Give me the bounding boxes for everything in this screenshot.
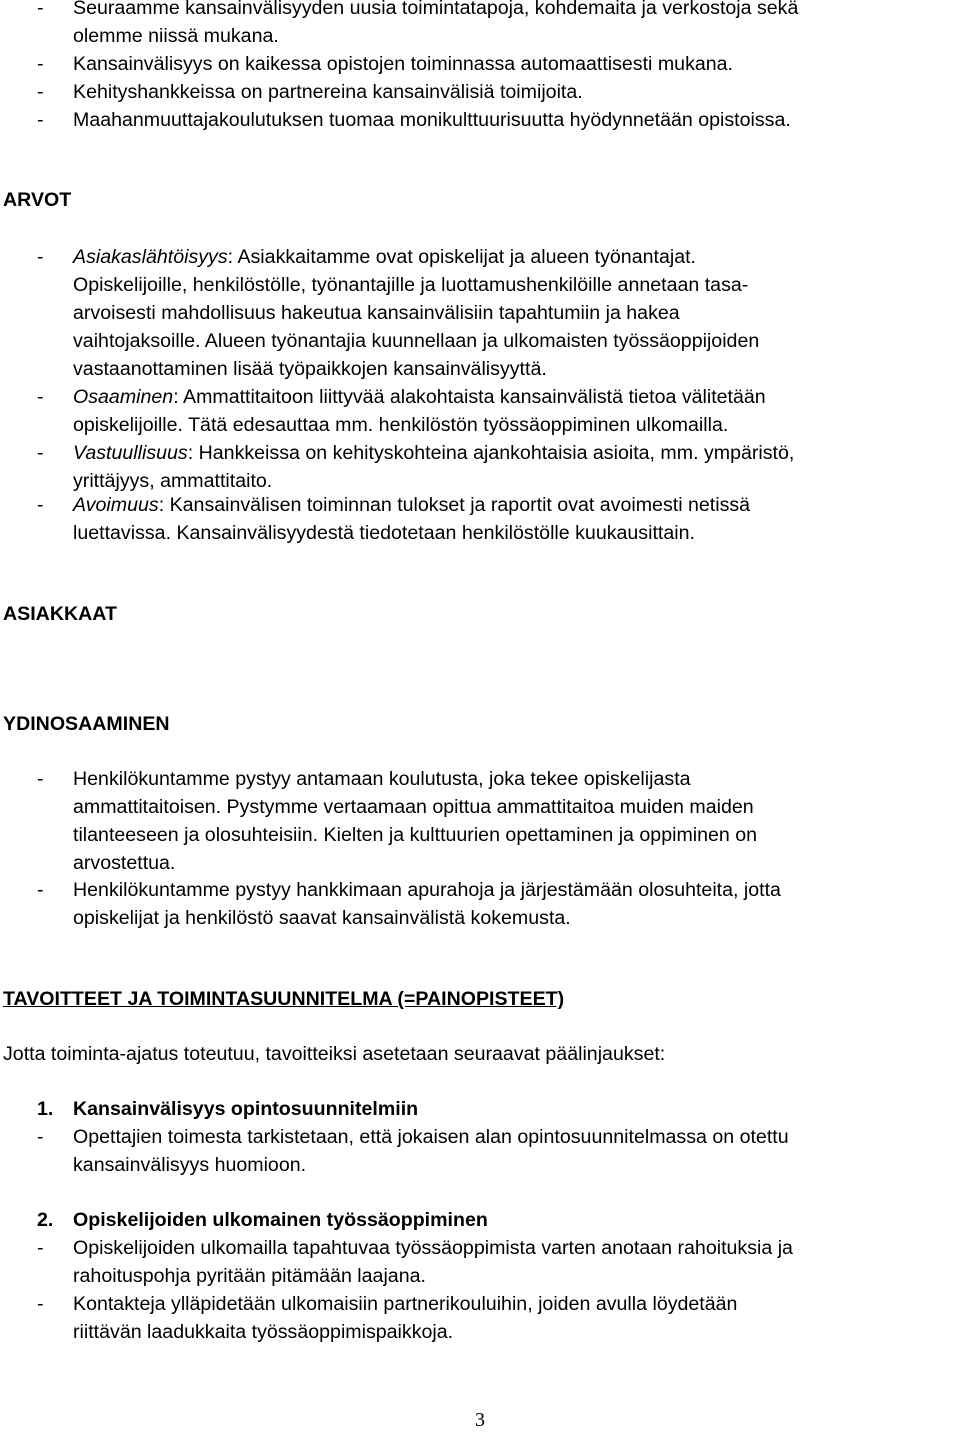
arvot-item-1-line-5: vastaanottaminen lisää työpaikkojen kansainvälisyyttä. [73,358,547,380]
bullet-dash: - [37,1293,44,1315]
ydin-item-1-line-4: arvostettua. [73,852,176,874]
section-2-item-1-line-2: rahoituspohja pyritään pitämään laajana. [73,1265,426,1287]
arvot-item-1-line-4: vaihtojaksoille. Alueen työnantajia kuunnellaan ja ulkomaisten työssäoppijoiden [73,330,760,352]
section-1-title: Kansainvälisyys opintosuunnitelmiin [73,1098,419,1120]
bullet-dash: - [37,879,44,901]
arvot-item-1-line-2: Opiskelijoille, henkilöstölle, työnantajille ja luottamushenkilöille annetaan tasa- [73,274,749,296]
arvot-term-osaaminen: Osaaminen [73,386,174,408]
ydin-item-1-line-3: tilanteeseen ja olosuhteisiin. Kielten ja kulttuurien opettaminen ja oppiminen on [73,824,758,846]
bullet-dash: - [37,1237,44,1259]
section-1-item-1-line-2: kansainvälisyys huomioon. [73,1154,307,1176]
tavoitteet-intro: Jotta toiminta-ajatus toteutuu, tavoitteiksi asetetaan seuraavat päälinjaukset: [3,1043,666,1065]
bullet-dash: - [37,81,44,103]
arvot-item-1-line-1 [73,243,696,271]
arvot-item-1-line-3: arvoisesti mahdollisuus hakeutua kansainvälisiin tapahtumiin ja hakea [73,302,680,324]
ydin-item-1-line-1: Henkilökuntamme pystyy antamaan koulutusta, joka tekee opiskelijasta [73,768,691,790]
section-1-item-1-line-1: Opettajien toimesta tarkistetaan, että jokaisen alan opintosuunnitelmassa on otettu [73,1126,789,1148]
bullet-dash: - [37,0,44,19]
section-2-number: 2. [37,1209,54,1231]
bullet-dash: - [37,442,44,464]
arvot-item-2-text: : Ammattitaitoon liittyvää alakohtaista kansainvälistä tietoa välitetään [173,386,766,408]
intro-bullet-1-line-2: olemme niissä mukana. [73,25,279,47]
section-1-number: 1. [37,1098,54,1120]
arvot-item-3-line-2: yrittäjyys, ammattitaito. [73,470,273,492]
ydinosaaminen-heading: YDINOSAAMINEN [3,713,170,735]
arvot-item-2-line-1 [73,383,766,411]
intro-bullet-3: Kehityshankkeissa on partnereina kansainvälisiä toimijoita. [73,81,583,103]
ydin-item-2-line-2: opiskelijat ja henkilöstö saavat kansainvälistä kokemusta. [73,907,571,929]
bullet-dash: - [37,109,44,131]
arvot-item-4-line-2: luettavissa. Kansainvälisyydestä tiedotetaan henkilöstölle kuukausittain. [73,522,695,544]
bullet-dash: - [37,386,44,408]
ydin-item-1-line-2: ammattitaitoisen. Pystymme vertaamaan opittua ammattitaitoa muiden maiden [73,796,754,818]
arvot-item-1-text: : Asiakkaitamme ovat opiskelijat ja alueen työnantajat. [227,246,696,268]
section-2-item-1-line-1: Opiskelijoiden ulkomailla tapahtuvaa työssäoppimista varten anotaan rahoituksia ja [73,1237,793,1259]
bullet-dash: - [37,246,44,268]
arvot-term-asiakaslahtoisyys: Asiakaslähtöisyys [73,246,228,268]
arvot-item-3-line-1 [73,439,794,467]
bullet-dash: - [37,768,44,790]
arvot-item-4-line-1 [73,491,750,519]
bullet-dash: - [37,1126,44,1148]
intro-bullet-1-line-1: Seuraamme kansainvälisyyden uusia toimintatapoja, kohdemaita ja verkostoja sekä [73,0,799,19]
arvot-term-avoimuus: Avoimuus [73,494,159,516]
bullet-dash: - [37,53,44,75]
intro-bullet-4: Maahanmuuttajakoulutuksen tuomaa monikulttuurisuutta hyödynnetään opistoissa. [73,109,791,131]
section-2-title: Opiskelijoiden ulkomainen työssäoppiminen [73,1209,488,1231]
arvot-heading: ARVOT [3,189,72,211]
section-2-item-2-line-2: riittävän laadukkaita työssäoppimispaikkoja. [73,1321,454,1343]
ydin-item-2-line-1: Henkilökuntamme pystyy hankkimaan apurahoja ja järjestämään olosuhteita, jotta [73,879,781,901]
tavoitteet-heading: TAVOITTEET JA TOIMINTASUUNNITELMA (=PAINOPISTEET) [3,988,565,1010]
arvot-item-2-line-2: opiskelijoille. Tätä edesauttaa mm. henkilöstön työssäoppiminen ulkomailla. [73,414,729,436]
arvot-term-vastuullisuus: Vastuullisuus [73,442,188,464]
page-number: 3 [475,1409,485,1431]
asiakkaat-heading: ASIAKKAAT [3,603,117,625]
arvot-item-3-text: : Hankkeissa on kehityskohteina ajankohtaisia asioita, mm. ympäristö, [187,442,795,464]
arvot-item-4-text: : Kansainvälisen toiminnan tulokset ja raportit ovat avoimesti netissä [158,494,751,516]
section-2-item-2-line-1: Kontakteja ylläpidetään ulkomaisiin partnerikouluihin, joiden avulla löydetään [73,1293,738,1315]
bullet-dash: - [37,494,44,516]
intro-bullet-2: Kansainvälisyys on kaikessa opistojen toiminnassa automaattisesti mukana. [73,53,733,75]
